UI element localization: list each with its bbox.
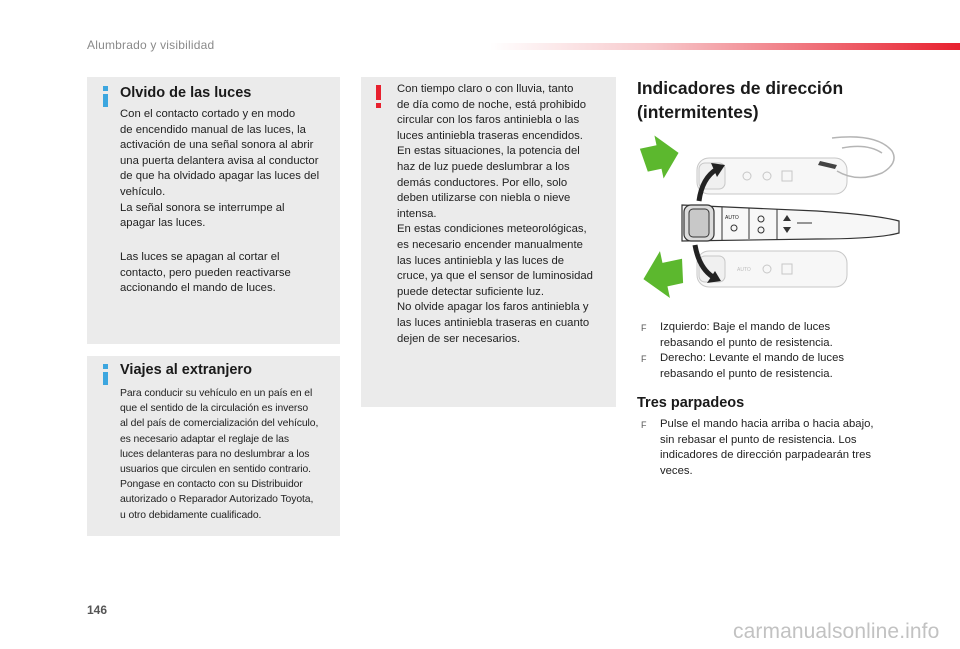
header-accent-bar: [490, 43, 960, 50]
bullet-text: Derecho: Levante el mando de luces rebasando el punto de resistencia.: [660, 352, 845, 380]
indicator-bullets: [641, 320, 901, 382]
bullet-mark: F: [641, 354, 647, 364]
bullet-mark: F: [641, 420, 647, 430]
left-turn-arrow-icon: [638, 247, 689, 301]
bullet-text: Pulse el mando hacia arriba o hacia abajo, sin rebasar el punto de resistencia. Los indicadores de dirección parpadearán tres veces.: [660, 418, 874, 477]
indicators-title: Indicadores de dirección (intermitentes): [637, 78, 844, 122]
list-item: [641, 320, 901, 351]
bullet-mark: F: [641, 323, 647, 333]
right-turn-arrow-icon: [638, 133, 683, 182]
lower-stalk: [697, 251, 847, 287]
lights-reminder-title: Olvido de las luces: [120, 85, 252, 101]
watermark: carmanualsonline.info: [733, 620, 940, 643]
exclamation-icon: [374, 85, 384, 107]
main-stalk: [682, 205, 899, 241]
three-flashes-title: Tres parpadeos: [637, 395, 745, 411]
bullet-text: Izquierdo: Baje el mando de luces rebasando el punto de resistencia.: [660, 321, 833, 349]
lights-reminder-text-2: Las luces se apagan al cortar el contacto, pero pueden reactivarse accionando el mando de luces.: [120, 251, 291, 295]
info-icon: [99, 86, 115, 106]
stalk-label-auto-lower: AUTO: [737, 267, 751, 273]
list-item: [641, 417, 901, 479]
page-number: 146: [87, 603, 108, 617]
stalk-label-auto: AUTO: [725, 215, 739, 221]
list-item: [641, 351, 901, 382]
fog-warning-text: Con tiempo claro o con lluvia, tanto de día como de noche, está prohibido circular con los faros antiniebla o las luces antiniebla traseras encendidos. En estas situaciones, la potencia del haz de luz puede deslumbrar a los demás conductores. Por ello, solo deben utilizarse con niebla o nieve intensa. En estas condiciones meteorológicas, es necesario encender manualmente las luces antiniebla y las luces de cruce, ya que el sensor de luminosidad puede detectar suficiente luz. No olvide apagar los faros antiniebla y las luces antiniebla traseras en cuanto dejen de ser necesarios.: [397, 83, 593, 345]
abroad-title: Viajes al extranjero: [120, 362, 252, 378]
section-header: Alumbrado y visibilidad: [87, 38, 215, 52]
indicator-stalk-illustration: [637, 133, 902, 301]
abroad-text: Para conducir su vehículo en un país en el que el sentido de la circulación es inverso al del país de comercialización del vehículo, es necesario adaptar el reglaje de las luces delanteras para no deslumbrar a los usuarios que circulen en sentido contrario. Pongase en contacto con su Distribuidor autorizado o Reparador Autorizado Toyota, u otro debidamente cualificado.: [120, 388, 319, 521]
info-icon: [99, 364, 115, 384]
three-flashes-bullets: [641, 417, 901, 479]
lights-reminder-text: Con el contacto cortado y en modo de encendido manual de las luces, la activación de una señal sonora al abrir una puerta delantera avisa al conductor de que ha olvidado apagar las luces del vehículo. La señal sonora se interrumpe al apagar las luces.: [120, 108, 320, 230]
